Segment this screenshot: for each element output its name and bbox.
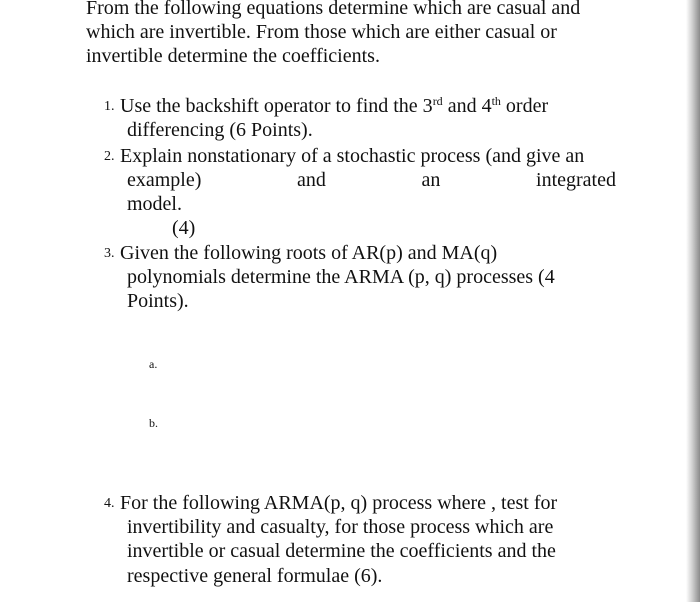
question-2-word-example: example): [127, 169, 202, 191]
question-3-sub-b: b.: [149, 416, 158, 430]
question-1-text-b: and 4: [442, 95, 492, 117]
question-1-sup-th: th: [491, 94, 501, 108]
question-1-number: 1.: [104, 99, 115, 114]
question-2-word-integrated: integrated: [536, 169, 616, 191]
question-1-text-c: order: [500, 95, 549, 117]
question-3-line-3: Points).: [127, 290, 189, 312]
question-4-line-4: respective general formulae (6).: [127, 565, 383, 587]
question-1-line-1: [120, 94, 548, 118]
question-4-number: 4.: [104, 496, 115, 511]
question-2-line-1: Explain nonstationary of a stochastic process (and give an: [120, 145, 585, 167]
question-2-line-3: model.: [127, 193, 182, 215]
question-3-line-2: polynomials determine the ARMA (p, q) processes (4: [127, 266, 555, 288]
question-3-number: 3.: [104, 246, 115, 261]
question-4-line-3: invertible or casual determine the coefficients and the: [127, 540, 556, 562]
page-edge-shadow: [686, 0, 700, 602]
question-1-sup-rd: rd: [432, 94, 443, 108]
question-1-text-a: Use the backshift operator to find the 3: [120, 95, 433, 117]
intro-line-1: From the following equations determine which are casual and: [86, 0, 581, 19]
intro-line-3: invertible determine the coefficients.: [86, 45, 380, 67]
question-3-sub-a: a.: [149, 357, 158, 371]
question-2-word-and: and: [297, 169, 326, 191]
intro-line-2: which are invertible. From those which are either casual or: [86, 21, 557, 43]
question-3-line-1: Given the following roots of AR(p) and MA(q): [120, 242, 498, 264]
question-2-word-an: an: [421, 169, 441, 191]
question-2-number: 2.: [104, 149, 115, 164]
question-4-line-1: For the following ARMA(p, q) process where , test for: [120, 492, 558, 514]
question-4-line-2: invertibility and casualty, for those process which are: [127, 516, 554, 538]
question-1-line-2: differencing (6 Points).: [127, 119, 313, 141]
question-2-line-2: [127, 168, 616, 192]
question-2-points: (4): [172, 217, 196, 239]
